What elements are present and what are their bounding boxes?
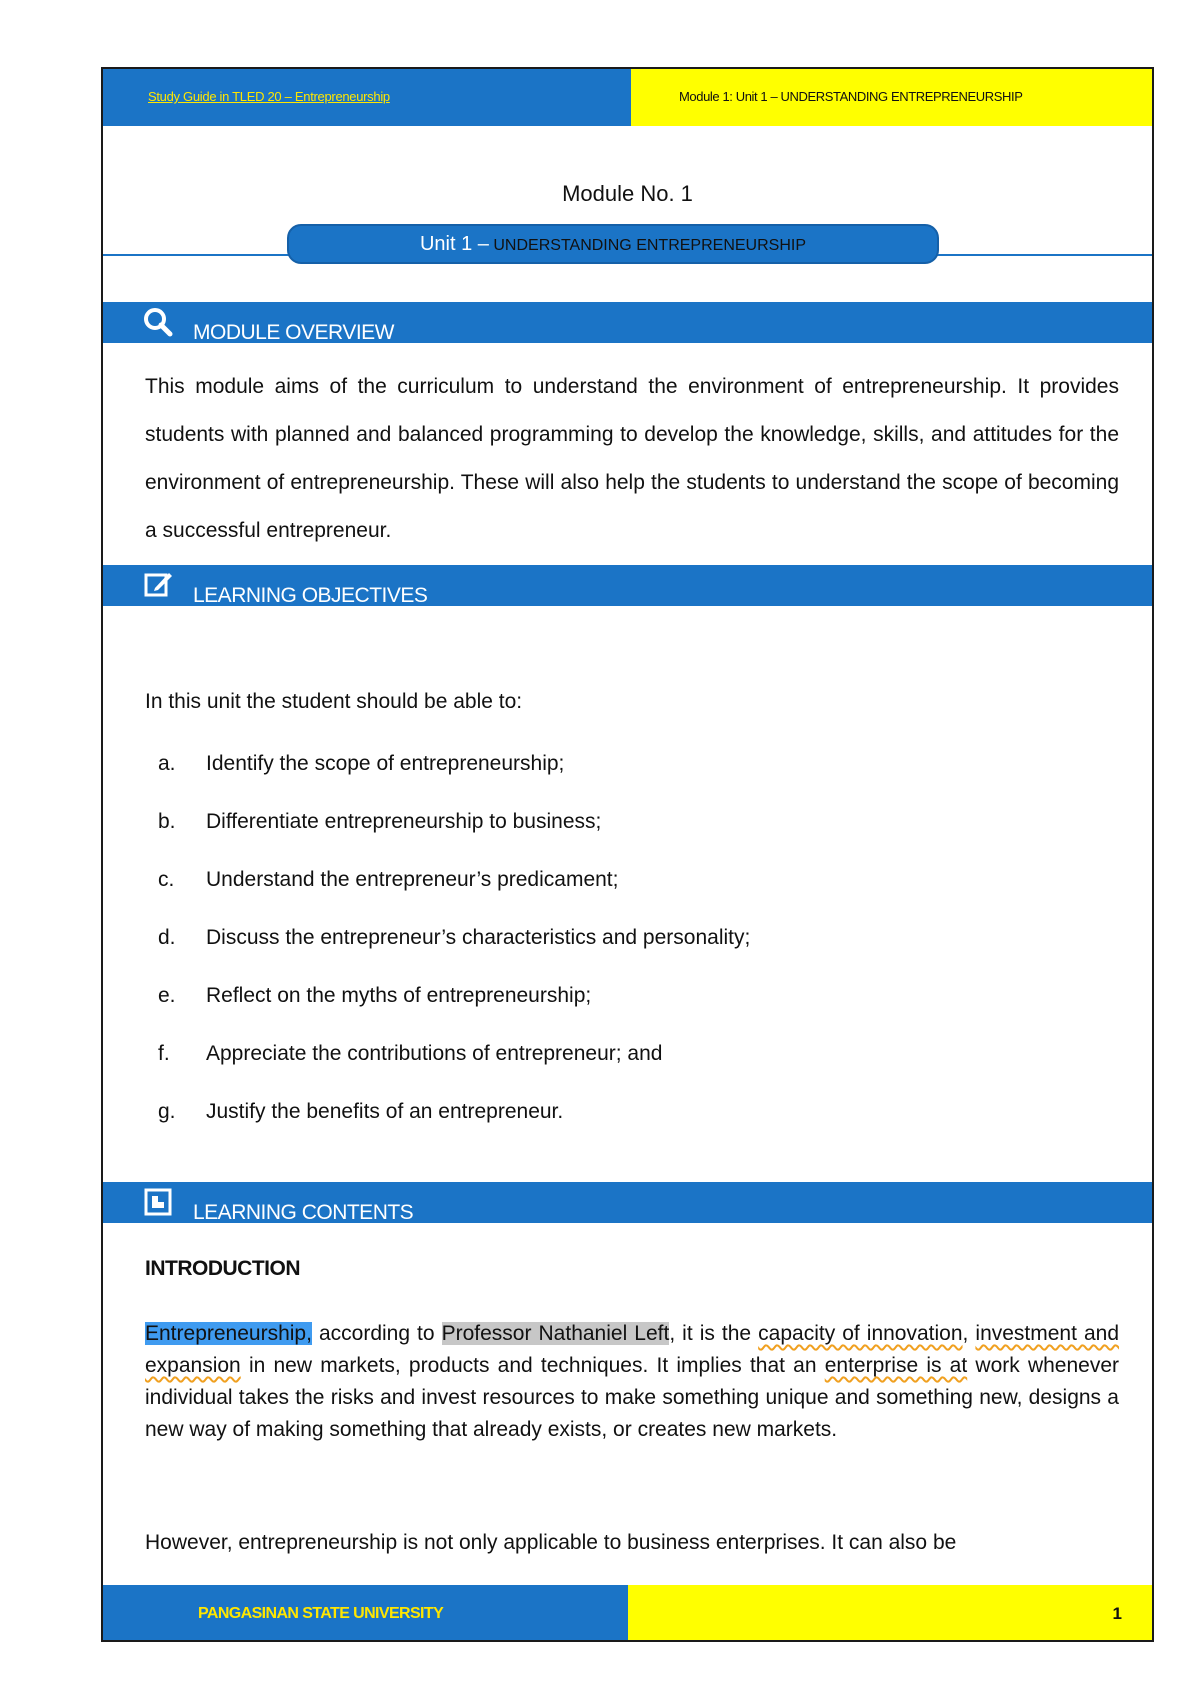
objective-text: Differentiate entrepreneurship to business; [206,810,602,833]
objective-text: Justify the benefits of an entrepreneur. [206,1100,564,1123]
objective-item [158,1100,563,1124]
footer-left [103,1585,628,1642]
objective-item [158,984,591,1008]
objective-item [158,1042,662,1066]
header-left [103,69,631,126]
highlighted-term: Entrepreneurship, [145,1322,312,1345]
objective-item [158,752,564,776]
objective-letter: c. [158,868,175,891]
header-left-text: Study Guide in TLED 20 – Entrepreneurship [148,89,390,104]
objective-letter: d. [158,926,176,949]
header-right [631,69,1152,126]
objective-item [158,868,618,892]
document-page [101,67,1154,1642]
objective-letter: e. [158,984,176,1007]
text-run: work whenever individual takes the risks and invest resources to make something unique and something new, designs a new way of making something that already exists, or creates new markets. [145,1354,1119,1441]
objectives-intro: In this unit the student should be able to: [145,690,523,713]
objective-text: Identify the scope of entrepreneurship; [206,752,565,775]
objective-text: Reflect on the myths of entrepreneurship; [206,984,592,1007]
unit-title: UNDERSTANDING ENTREPRENEURSHIP [493,237,806,254]
section-band-contents [103,1182,1152,1223]
module-number: Module No. 1 [562,181,693,206]
section-band-overview [103,302,1152,343]
objective-item [158,810,601,834]
objective-text: Appreciate the contributions of entrepreneur; and [206,1042,663,1065]
book-icon [143,1187,173,1217]
underlined-phrase: investment and expansion [145,1322,1120,1377]
unit-label: Unit 1 – [419,233,489,255]
text-run: , [962,1322,976,1345]
header-right-text: Module 1: Unit 1 – UNDERSTANDING ENTREPRENEURSHIP [679,89,1023,104]
paragraph-continued: However, entrepreneurship is not only applicable to business enterprises. It can also be [145,1531,957,1554]
objective-letter: a. [158,752,176,775]
objective-letter: f. [158,1042,170,1065]
section-title-overview: MODULE OVERVIEW [193,321,394,344]
section-band-objectives [103,565,1152,606]
page-number: 1 [1112,1604,1122,1623]
objective-letter: b. [158,810,176,833]
section-title-objectives: LEARNING OBJECTIVES [193,584,428,607]
underlined-phrase: capacity of innovation [758,1322,963,1345]
highlighted-name: Professor Nathaniel Left [441,1322,670,1345]
text-run: according to [311,1322,442,1345]
unit-title-pill [287,224,939,264]
university-name: PANGASINAN STATE UNIVERSITY [198,1605,444,1622]
introduction-paragraph [145,1318,1119,1446]
section-title-contents: LEARNING CONTENTS [193,1201,414,1224]
text-run: , it is the [669,1322,759,1345]
introduction-heading: INTRODUCTION [145,1257,300,1280]
objective-item [158,926,750,950]
edit-icon [143,570,173,600]
objective-text: Discuss the entrepreneur’s characteristics and personality; [206,926,751,949]
magnifier-icon [143,307,173,337]
objective-letter: g. [158,1100,176,1123]
text-run: in new markets, products and techniques. It implies that an [240,1354,825,1377]
footer-right [628,1585,1152,1642]
underlined-phrase: enterprise is at [824,1354,968,1377]
objective-text: Understand the entrepreneur’s predicament; [206,868,619,891]
overview-paragraph: This module aims of the curriculum to understand the environment of entrepreneurship. It provides students with planned and balanced programming to develop the knowledge, skills, and attitudes for the environment of entrepreneurship. These will also help the students to understand the scope of becoming a successful entrepreneur. [145,375,1119,542]
